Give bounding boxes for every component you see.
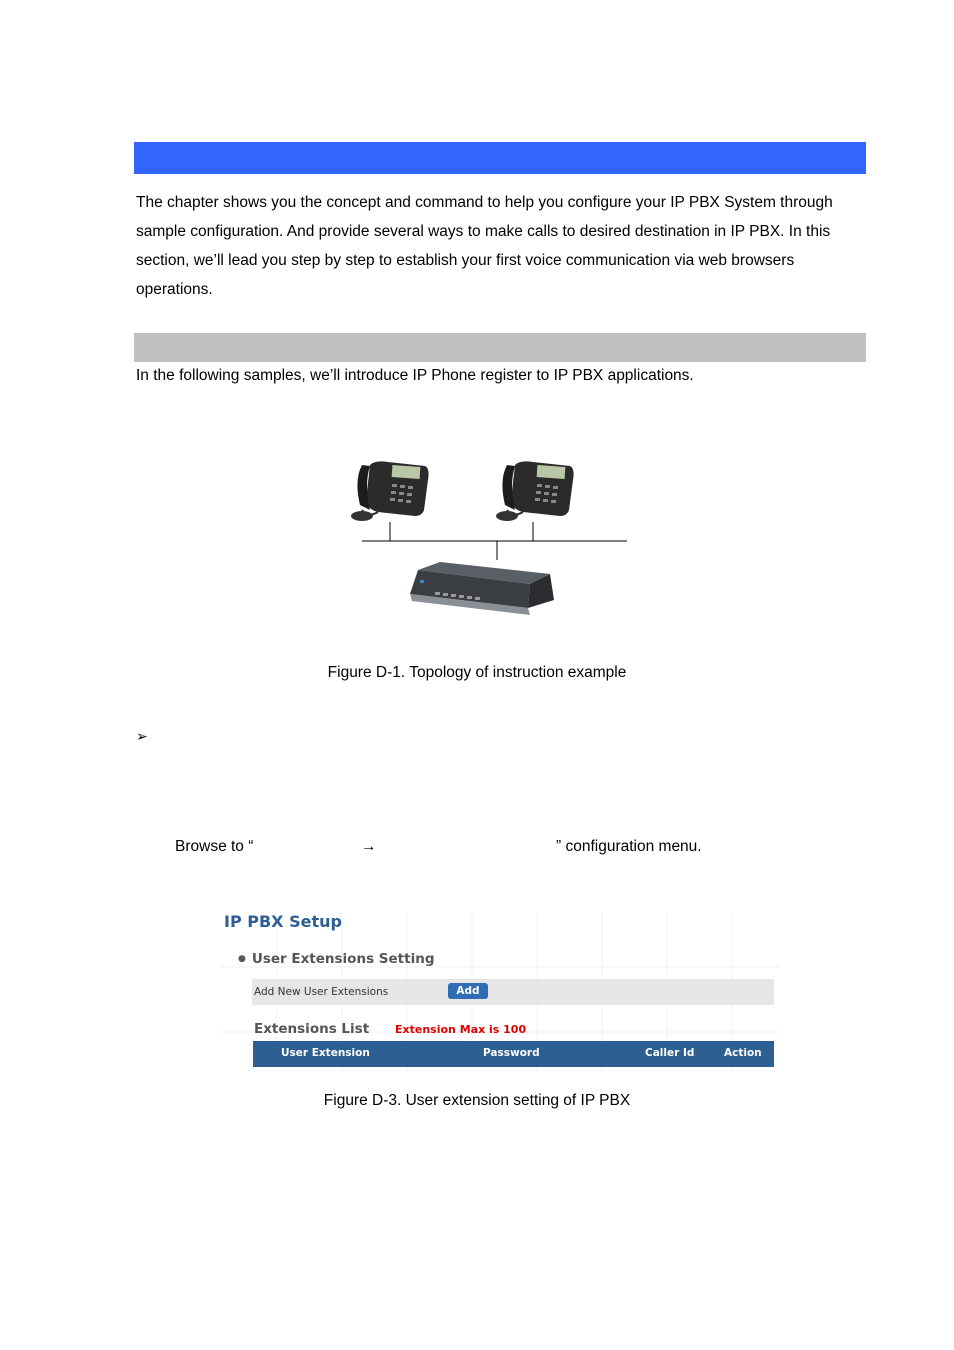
ip-pbx-device-icon — [410, 562, 554, 615]
add-button[interactable]: Add — [448, 983, 488, 999]
bullet-arrow-icon: ➢ — [136, 728, 148, 744]
section-heading-bar — [134, 333, 866, 362]
ip-pbx-setup-title: IP PBX Setup — [224, 912, 342, 931]
figure-d1-caption: Figure D-1. Topology of instruction example — [327, 664, 627, 681]
intro-paragraph — [136, 188, 866, 304]
add-new-user-extensions-label: Add New User Extensions — [254, 986, 389, 998]
intro-line: sample configuration. And provide several ways to make calls to desired destination in IP PBX. In this — [136, 223, 831, 240]
bullet-dot-icon: ● — [238, 954, 246, 964]
extensions-list-title: Extensions List — [254, 1021, 370, 1037]
network-lines — [362, 522, 627, 560]
intro-line: section, we’ll lead you step by step to establish your first voice communication via web browsers — [136, 252, 795, 269]
browse-suffix: ” configuration menu. — [556, 838, 702, 855]
user-extensions-setting-label: User Extensions Setting — [251, 951, 435, 967]
figure-d3-caption: Figure D-3. User extension setting of IP PBX — [323, 1092, 631, 1109]
column-header-user-extension[interactable]: User Extension — [281, 1047, 370, 1059]
column-header-caller-id[interactable]: Caller Id — [645, 1047, 695, 1059]
browse-prefix: Browse to “ — [175, 838, 254, 855]
intro-line: operations. — [136, 281, 213, 298]
samples-paragraph: In the following samples, we’ll introduce IP Phone register to IP PBX applications. — [136, 367, 694, 384]
browse-arrow-icon: → — [361, 838, 377, 855]
column-header-action[interactable]: Action — [724, 1047, 762, 1059]
user-extensions-setting-heading — [238, 951, 435, 967]
browse-instruction — [175, 838, 875, 856]
column-header-password[interactable]: Password — [483, 1047, 540, 1059]
ip-phone-icon — [351, 461, 429, 521]
extension-max-note: Extension Max is 100 — [395, 1023, 527, 1036]
intro-line: The chapter shows you the concept and command to help you configure your IP PBX System through — [136, 194, 833, 211]
ip-phone-icon — [496, 461, 574, 521]
chapter-heading-bar — [134, 142, 866, 174]
topology-diagram — [340, 450, 640, 630]
